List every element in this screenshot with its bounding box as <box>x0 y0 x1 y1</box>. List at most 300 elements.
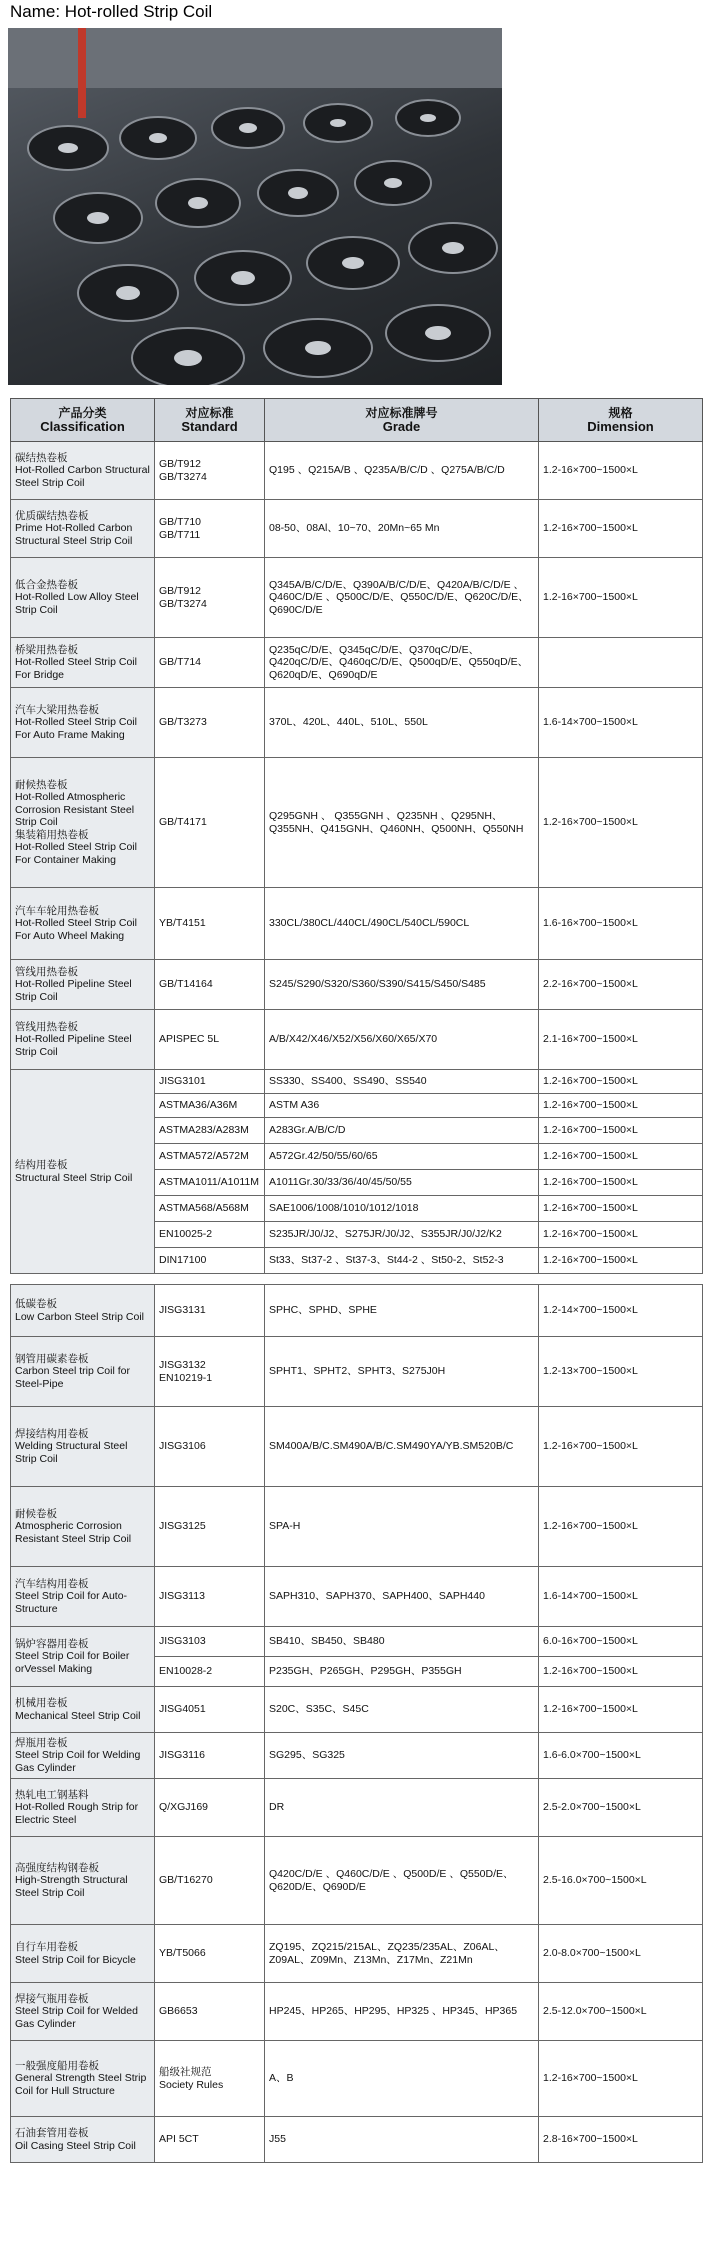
classification-en: Welding Structural Steel Strip Coil <box>15 1440 128 1465</box>
dimension-text: 1.2-16×700~1500×L <box>543 591 638 604</box>
grade-cell <box>265 638 539 688</box>
dimension-cell <box>539 888 703 960</box>
standard-cell <box>155 1657 265 1687</box>
standard-cell <box>155 442 265 500</box>
grade-cell <box>265 1285 539 1337</box>
dimension-cell <box>539 1196 703 1222</box>
grade-cell <box>265 1094 539 1118</box>
standard-text: GB/T714 <box>159 656 202 669</box>
dimension-text: 1.2-16×700~1500×L <box>543 1665 638 1678</box>
standard-text: GB/T912 <box>159 458 202 470</box>
classification-cn: 结构用卷板 <box>15 1159 68 1171</box>
classification-cn: 高强度结构钢卷板 <box>15 1861 99 1874</box>
standard-cell <box>155 758 265 888</box>
standard-text: 船级社规范 <box>159 2066 212 2078</box>
classification-cn: 管线用热卷板 <box>15 965 78 978</box>
classification-cn: 锅炉容器用卷板 <box>15 1637 89 1650</box>
dimension-cell <box>539 960 703 1010</box>
dimension-cell <box>539 2041 703 2117</box>
grade-cell <box>265 1196 539 1222</box>
classification-cell <box>11 2117 155 2163</box>
classification-en: Low Carbon Steel Strip Coil <box>15 1310 144 1323</box>
standard-text: GB6653 <box>159 2005 198 2018</box>
standard-cell <box>155 1070 265 1094</box>
dimension-text: 1.2-16×700~1500×L <box>543 1520 638 1533</box>
classification-cn: 汽车车轮用热卷板 <box>15 904 99 917</box>
grade-cell <box>265 1010 539 1070</box>
classification-cn: 汽车结构用卷板 <box>15 1577 89 1590</box>
classification-en: Hot-Rolled Steel Strip Coil For Container Making <box>15 841 137 866</box>
standard-text: GB/T3274 <box>159 597 207 610</box>
grade-cell <box>265 1248 539 1274</box>
standard-text: GB/T16270 <box>159 1874 213 1887</box>
standard-text: ASTMA572/A572M <box>159 1150 249 1163</box>
dimension-text: 1.2-16×700~1500×L <box>543 1228 638 1241</box>
standard-cell <box>155 558 265 638</box>
classification-cn: 管线用热卷板 <box>15 1020 78 1033</box>
classification-cn: 耐候卷板 <box>15 1507 57 1520</box>
dimension-cell <box>539 1487 703 1567</box>
classification-en: Oil Casing Steel Strip Coil <box>15 2139 136 2152</box>
standard-text: GB/T3274 <box>159 470 207 483</box>
standard-text: EN10219-1 <box>159 1371 213 1384</box>
standard-cell <box>155 1687 265 1733</box>
standard-text: JISG3106 <box>159 1440 206 1453</box>
standard-text: JISG3101 <box>159 1075 206 1088</box>
classification-en: Hot-Rolled Steel Strip Coil For Auto Wheel Making <box>15 917 137 942</box>
classification-cell <box>11 1567 155 1627</box>
dimension-cell <box>539 688 703 758</box>
table-gap <box>11 1274 703 1285</box>
dimension-text: 1.2-16×700~1500×L <box>543 816 638 829</box>
standard-cell <box>155 1983 265 2041</box>
dimension-cell <box>539 442 703 500</box>
table-row <box>11 2041 703 2117</box>
classification-en: Atmospheric Corrosion Resistant Steel Strip Coil <box>15 1520 132 1545</box>
classification-cell <box>11 442 155 500</box>
table-row <box>11 1010 703 1070</box>
standard-text: EN10025-2 <box>159 1228 213 1241</box>
dimension-cell <box>539 1779 703 1837</box>
table-row <box>11 1779 703 1837</box>
dimension-text: 6.0-16×700~1500×L <box>543 1635 638 1648</box>
dimension-cell <box>539 638 703 688</box>
dimension-cell <box>539 1118 703 1144</box>
dimension-cell <box>539 1567 703 1627</box>
standard-cell <box>155 2041 265 2117</box>
grade-text: 330CL/380CL/440CL/490CL/540CL/590CL <box>269 917 470 930</box>
table-row <box>11 558 703 638</box>
grade-cell <box>265 1779 539 1837</box>
table-row <box>11 1567 703 1627</box>
classification-cell <box>11 500 155 558</box>
gap-cell <box>11 1274 703 1285</box>
grade-cell <box>265 960 539 1010</box>
dimension-text: 1.6-6.0×700~1500×L <box>543 1749 641 1762</box>
grade-cell <box>265 1657 539 1687</box>
grade-cell <box>265 1487 539 1567</box>
standard-cell <box>155 1779 265 1837</box>
grade-text: SAE1006/1008/1010/1012/1018 <box>269 1202 419 1215</box>
grade-text: A283Gr.A/B/C/D <box>269 1124 346 1137</box>
dimension-text: 2.2-16×700~1500×L <box>543 978 638 991</box>
standard-cell <box>155 638 265 688</box>
classification-en: General Strength Steel Strip Coil for Hull Structure <box>15 2072 147 2097</box>
grade-text: A572Gr.42/50/55/60/65 <box>269 1150 378 1163</box>
table-row <box>11 1733 703 1779</box>
classification-en: Structural Steel Strip Coil <box>15 1171 133 1184</box>
grade-text: SM400A/B/C.SM490A/B/C.SM490YA/YB.SM520B/C <box>269 1440 514 1453</box>
grade-cell <box>265 1567 539 1627</box>
standard-text: DIN17100 <box>159 1254 207 1267</box>
dimension-cell <box>539 500 703 558</box>
dimension-text: 2.0-8.0×700~1500×L <box>543 1947 641 1960</box>
table-row <box>11 1687 703 1733</box>
classification-cn: 低合金热卷板 <box>15 578 78 591</box>
classification-cn: 耐候热卷板 <box>15 778 68 791</box>
standard-text: GB/T912 <box>159 585 202 597</box>
classification-cn: 钢管用碳素卷板 <box>15 1352 89 1365</box>
header-classification <box>11 399 155 442</box>
classification-en: Hot-Rolled Steel Strip Coil For Auto Frame Making <box>15 716 137 741</box>
dimension-cell <box>539 1657 703 1687</box>
grade-cell <box>265 1687 539 1733</box>
grade-cell <box>265 1222 539 1248</box>
standard-cell <box>155 1567 265 1627</box>
dimension-text: 1.2-16×700~1500×L <box>543 1202 638 1215</box>
grade-text: Q295GNH 、 Q355GNH 、Q235NH 、Q295NH、Q355NH、Q415GNH、Q460NH、Q500NH、Q550NH <box>269 810 524 835</box>
dimension-text: 1.2-16×700~1500×L <box>543 2072 638 2085</box>
grade-text: SS330、SS400、SS490、SS540 <box>269 1075 427 1088</box>
grade-text: SAPH310、SAPH370、SAPH400、SAPH440 <box>269 1590 485 1603</box>
classification-cn: 焊接气瓶用卷板 <box>15 1992 89 2005</box>
standard-cell <box>155 500 265 558</box>
dimension-cell <box>539 1837 703 1925</box>
table-row <box>11 1070 703 1094</box>
dimension-cell <box>539 2117 703 2163</box>
standard-cell <box>155 1170 265 1196</box>
dimension-text: 1.2-16×700~1500×L <box>543 1150 638 1163</box>
classification-en: Hot-Rolled Carbon Structural Steel Strip Coil <box>15 464 150 489</box>
standard-text: GB/T711 <box>159 528 201 541</box>
classification-cell <box>11 1627 155 1687</box>
dimension-text: 1.2-16×700~1500×L <box>543 1075 638 1088</box>
classification-cn: 集装箱用热卷板 <box>15 828 89 841</box>
classification-cell <box>11 1010 155 1070</box>
table-row <box>11 1407 703 1487</box>
dimension-text: 1.2-13×700~1500×L <box>543 1365 638 1378</box>
dimension-cell <box>539 1094 703 1118</box>
header-standard <box>155 399 265 442</box>
dimension-cell <box>539 558 703 638</box>
dimension-cell <box>539 1407 703 1487</box>
standard-text: GB/T14164 <box>159 978 213 991</box>
dimension-text: 2.5-16.0×700~1500×L <box>543 1874 647 1887</box>
table-row <box>11 1925 703 1983</box>
dimension-text: 1.2-16×700~1500×L <box>543 1124 638 1137</box>
classification-en: Hot-Rolled Low Alloy Steel Strip Coil <box>15 591 139 616</box>
classification-cell <box>11 688 155 758</box>
classification-cn: 热轧电工钢基料 <box>15 1788 89 1801</box>
dimension-cell <box>539 1925 703 1983</box>
grade-cell <box>265 500 539 558</box>
grade-text: Q420C/D/E 、Q460C/D/E 、Q500D/E 、Q550D/E、Q620D/E、Q690D/E <box>269 1868 514 1893</box>
standard-text: JISG4051 <box>159 1703 206 1716</box>
standard-text: EN10028-2 <box>159 1665 213 1678</box>
grade-cell <box>265 1144 539 1170</box>
standard-text: APISPEC 5L <box>159 1033 220 1046</box>
dimension-text: 2.1-16×700~1500×L <box>543 1033 638 1046</box>
standard-cell <box>155 1094 265 1118</box>
grade-cell <box>265 1925 539 1983</box>
header-dimension-en: Dimension <box>587 419 654 434</box>
dimension-cell <box>539 1627 703 1657</box>
dimension-text: 1.2-16×700~1500×L <box>543 1099 638 1112</box>
table-row <box>11 1285 703 1337</box>
table-row <box>11 1337 703 1407</box>
dimension-cell <box>539 1222 703 1248</box>
grade-cell <box>265 1170 539 1196</box>
grade-text: SPHT1、SPHT2、SPHT3、S275J0H <box>269 1365 446 1378</box>
standard-cell <box>155 1627 265 1657</box>
classification-en: Steel Strip Coil for Welding Gas Cylinder <box>15 1749 141 1774</box>
grade-cell <box>265 2041 539 2117</box>
table-row <box>11 442 703 500</box>
header-standard-en: Standard <box>181 419 238 434</box>
dimension-text: 1.6-14×700~1500×L <box>543 716 638 729</box>
classification-en: Hot-Rolled Steel Strip Coil For Bridge <box>15 656 137 681</box>
dimension-cell <box>539 1285 703 1337</box>
dimension-text: 1.6-14×700~1500×L <box>543 1590 638 1603</box>
dimension-cell <box>539 1687 703 1733</box>
standard-text: GB/T4171 <box>159 816 207 829</box>
dimension-text: 1.2-16×700~1500×L <box>543 1440 638 1453</box>
grade-cell <box>265 888 539 960</box>
classification-cn: 机械用卷板 <box>15 1697 68 1709</box>
dimension-cell <box>539 1733 703 1779</box>
table-row <box>11 1837 703 1925</box>
grade-text: P235GH、P265GH、P295GH、P355GH <box>269 1665 462 1678</box>
standard-text: Society Rules <box>159 2078 224 2091</box>
table-row <box>11 1983 703 2041</box>
grade-cell <box>265 1627 539 1657</box>
classification-cell <box>11 1983 155 2041</box>
grade-text: 370L、420L、440L、510L、550L <box>269 716 428 729</box>
header-standard-cn: 对应标准 <box>185 406 234 420</box>
standard-text: GB/T3273 <box>159 716 207 729</box>
standard-text: JISG3103 <box>159 1635 206 1648</box>
standard-text: ASTMA568/A568M <box>159 1202 249 1215</box>
dimension-cell <box>539 1010 703 1070</box>
grade-text: A/B/X42/X46/X52/X56/X60/X65/X70 <box>269 1033 438 1046</box>
classification-en: Hot-Rolled Atmospheric Corrosion Resistant Steel Strip Coil <box>15 791 135 829</box>
grade-text: Q195 、Q215A/B 、Q235A/B/C/D 、Q275A/B/C/D <box>269 464 505 477</box>
grade-cell <box>265 1733 539 1779</box>
standard-cell <box>155 888 265 960</box>
table-row <box>11 758 703 888</box>
steel-coils-photo <box>8 28 502 385</box>
classification-cell <box>11 1070 155 1274</box>
dimension-text: 1.2-16×700~1500×L <box>543 1254 638 1267</box>
dimension-text: 1.6-16×700~1500×L <box>543 917 638 930</box>
header-dimension <box>539 399 703 442</box>
classification-en: Steel Strip Coil for Bicycle <box>15 1953 136 1966</box>
table-row <box>11 1487 703 1567</box>
grade-cell <box>265 442 539 500</box>
standard-text: YB/T4151 <box>159 917 206 930</box>
product-name-label: Name: Hot-rolled Strip Coil <box>10 2 213 21</box>
classification-en: Steel Strip Coil for Auto-Structure <box>15 1590 128 1615</box>
standard-cell <box>155 1144 265 1170</box>
standard-text: ASTMA283/A283M <box>159 1124 249 1137</box>
dimension-text: 1.2-16×700~1500×L <box>543 1176 638 1189</box>
grade-text: J55 <box>269 2133 286 2146</box>
standard-cell <box>155 2117 265 2163</box>
standard-cell <box>155 1010 265 1070</box>
grade-text: Q235qC/D/E、Q345qC/D/E、Q370qC/D/E、Q420qC/D/E、Q460qC/D/E、Q500qD/E、Q550qD/E、Q620qD/E、Q690qD/E <box>269 643 529 681</box>
classification-cell <box>11 1733 155 1779</box>
standard-cell <box>155 1222 265 1248</box>
dimension-cell <box>539 758 703 888</box>
dimension-cell <box>539 1144 703 1170</box>
grade-text: Q345A/B/C/D/E、Q390A/B/C/D/E、Q420A/B/C/D/E 、 Q460C/D/E 、Q500C/D/E、Q550C/D/E、Q620C/D/E、Q690C/D/E <box>269 578 529 616</box>
classification-cell <box>11 1285 155 1337</box>
classification-cell <box>11 1687 155 1733</box>
table-row <box>11 688 703 758</box>
classification-cell <box>11 960 155 1010</box>
grade-cell <box>265 1337 539 1407</box>
standard-text: JISG3132 <box>159 1359 206 1371</box>
classification-en: Prime Hot-Rolled Carbon Structural Steel Strip Coil <box>15 522 133 547</box>
classification-cell <box>11 1487 155 1567</box>
standard-text: JISG3125 <box>159 1520 206 1533</box>
header-classification-en: Classification <box>40 419 125 434</box>
classification-cn: 桥梁用热卷板 <box>15 643 78 656</box>
dimension-cell <box>539 1170 703 1196</box>
classification-en: Hot-Rolled Pipeline Steel Strip Coil <box>15 1033 132 1058</box>
table-row <box>11 2117 703 2163</box>
standard-cell <box>155 1285 265 1337</box>
standard-text: GB/T710 <box>159 516 202 528</box>
classification-cell <box>11 1337 155 1407</box>
classification-cell <box>11 558 155 638</box>
standard-text: JISG3131 <box>159 1304 206 1317</box>
classification-cell <box>11 1779 155 1837</box>
standard-text: JISG3116 <box>159 1749 205 1762</box>
grade-text: A1011Gr.30/33/36/40/45/50/55 <box>269 1176 412 1189</box>
standard-text: ASTMA36/A36M <box>159 1099 238 1112</box>
grade-cell <box>265 2117 539 2163</box>
grade-text: SG295、SG325 <box>269 1749 345 1762</box>
classification-cell <box>11 888 155 960</box>
dimension-text: 1.2-14×700~1500×L <box>543 1304 638 1317</box>
standard-cell <box>155 1733 265 1779</box>
classification-cell <box>11 1925 155 1983</box>
dimension-cell <box>539 1983 703 2041</box>
classification-cell <box>11 638 155 688</box>
grade-cell <box>265 1837 539 1925</box>
grade-text: DR <box>269 1801 285 1814</box>
standard-text: ASTMA1011/A1011M <box>159 1176 259 1189</box>
header-classification-cn: 产品分类 <box>58 406 107 420</box>
grade-text: ASTM A36 <box>269 1099 320 1112</box>
table-row <box>11 960 703 1010</box>
table-row <box>11 638 703 688</box>
dimension-text: 2.5-2.0×700~1500×L <box>543 1801 641 1814</box>
grade-cell <box>265 1983 539 2041</box>
grade-cell <box>265 758 539 888</box>
header-grade <box>265 399 539 442</box>
classification-cell <box>11 1407 155 1487</box>
standard-cell <box>155 688 265 758</box>
classification-cn: 汽车大梁用热卷板 <box>15 703 99 716</box>
table-row <box>11 1627 703 1657</box>
classification-cell <box>11 2041 155 2117</box>
classification-en: Hot-Rolled Pipeline Steel Strip Coil <box>15 978 132 1003</box>
dimension-text: 1.2-16×700~1500×L <box>543 464 638 477</box>
standard-cell <box>155 1118 265 1144</box>
classification-cn: 低碳卷板 <box>15 1298 57 1310</box>
classification-en: Carbon Steel trip Coil for Steel-Pipe <box>15 1365 130 1390</box>
standard-cell <box>155 1337 265 1407</box>
table-row <box>11 500 703 558</box>
dimension-cell <box>539 1248 703 1274</box>
header-dimension-cn: 规格 <box>608 406 633 420</box>
dimension-text: 2.5-12.0×700~1500×L <box>543 2005 647 2018</box>
classification-cell <box>11 1837 155 1925</box>
classification-en: Hot-Rolled Rough Strip for Electric Steel <box>15 1801 139 1826</box>
coil-illustration <box>8 28 502 385</box>
grade-text: 08-50、08Al、10~70、20Mn~65 Mn <box>269 522 440 535</box>
standard-cell <box>155 960 265 1010</box>
classification-cn: 碳结热卷板 <box>15 451 68 464</box>
classification-cn: 石油套管用卷板 <box>15 2127 89 2139</box>
standard-text: API 5CT <box>159 2133 199 2146</box>
grade-cell <box>265 1407 539 1487</box>
classification-en: High-Strength Structural Steel Strip Coil <box>15 1874 128 1899</box>
grade-cell <box>265 1118 539 1144</box>
grade-text: S245/S290/S320/S360/S390/S415/S450/S485 <box>269 978 486 991</box>
grade-text: SPHC、SPHD、SPHE <box>269 1304 377 1317</box>
grade-text: A、B <box>269 2072 294 2085</box>
standard-cell <box>155 1837 265 1925</box>
grade-text: St33、St37-2 、St37-3、St44-2 、St50-2、St52-3 <box>269 1254 504 1267</box>
standard-text: YB/T5066 <box>159 1947 206 1960</box>
header-grade-en: Grade <box>382 419 421 434</box>
dimension-text: 2.8-16×700~1500×L <box>543 2133 638 2146</box>
header-row <box>11 399 703 442</box>
dimension-text: 1.2-16×700~1500×L <box>543 1703 638 1716</box>
spec-table <box>10 398 703 2163</box>
classification-en: Mechanical Steel Strip Coil <box>15 1709 141 1722</box>
grade-text: S20C、S35C、S45C <box>269 1703 369 1716</box>
grade-cell <box>265 688 539 758</box>
classification-cn: 自行车用卷板 <box>15 1941 78 1953</box>
classification-cn: 焊接结构用卷板 <box>15 1427 89 1440</box>
standard-cell <box>155 1925 265 1983</box>
classification-cell <box>11 758 155 888</box>
grade-text: ZQ195、ZQ215/215AL、ZQ235/235AL、Z06AL、Z09AL、Z09Mn、Z13Mn、Z17Mn、Z21Mn <box>269 1941 505 1966</box>
grade-text: SPA-H <box>269 1520 301 1533</box>
standard-cell <box>155 1407 265 1487</box>
grade-text: SB410、SB450、SB480 <box>269 1635 385 1648</box>
dimension-text: 1.2-16×700~1500×L <box>543 522 638 535</box>
standard-text: JISG3113 <box>159 1590 205 1603</box>
classification-en: Steel Strip Coil for Boiler orVessel Making <box>15 1650 130 1675</box>
grade-cell <box>265 558 539 638</box>
dimension-cell <box>539 1070 703 1094</box>
grade-text: HP245、HP265、HP295、HP325 、HP345、HP365 <box>269 2005 518 2018</box>
